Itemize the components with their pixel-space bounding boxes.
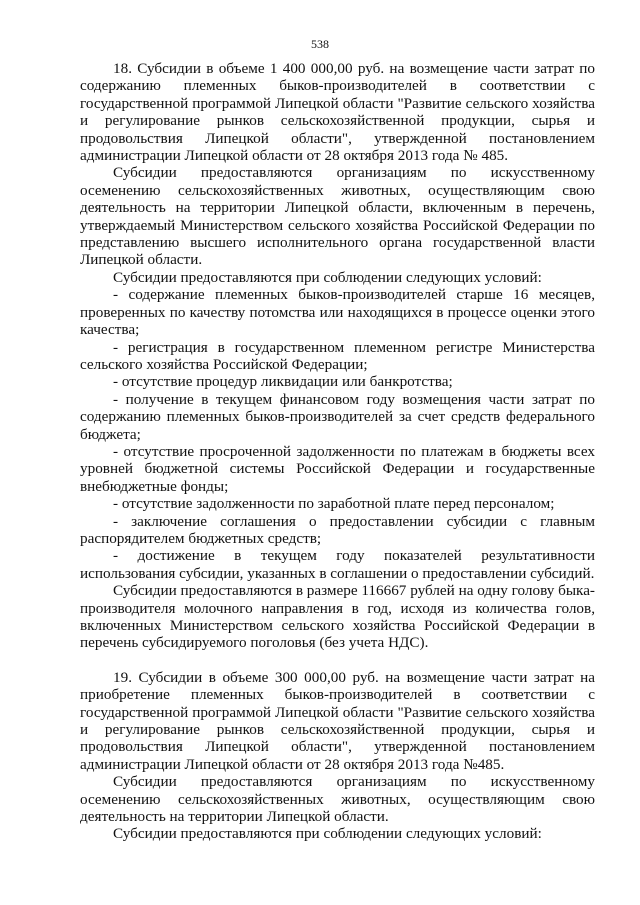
section-19-heading-paragraph: 19. Субсидии в объеме 300 000,00 руб. на возмещение части затрат на приобретение племенных быков-производителей в соответствии с государственной программой Липецкой области "Развитие сельского хозяйства и регулирование рынков сельскохозяйственной продукции, сырья и продовольствия Липецкой области", утвержденной постановлением администрации Липецкой области от 28 октября 2013 года №485. bbox=[80, 668, 595, 773]
condition-item: - содержание племенных быков-производителей старше 16 месяцев, проверенных по качеству потомства или находящихся в процессе оценки этого качества; bbox=[80, 286, 595, 339]
condition-item: - отсутствие процедур ликвидации или банкротства; bbox=[113, 373, 453, 391]
section-18-heading-paragraph: 18. Субсидии в объеме 1 400 000,00 руб. на возмещение части затрат по содержанию племенных быков-производителей в соответствии с государственной программой Липецкой области "Развитие сельского хозяйства и регулирование рынков сельскохозяйственной продукции, сырья и продовольствия Липецкой области", утвержденной постановлением администрации Липецкой области от 28 октября 2013 года № 485. bbox=[80, 60, 595, 165]
condition-item: - отсутствие просроченной задолженности по платежам в бюджеты всех уровней бюджетной системы Российской Федерации и государственные внебюджетные фонды; bbox=[80, 442, 595, 495]
section-18-conditions-intro: Субсидии предоставляются при соблюдении следующих условий: bbox=[113, 268, 542, 286]
section-19-recipients-paragraph: Субсидии предоставляются организациям по искусственному осеменению сельскохозяйственных животных, осуществляющим свою деятельность на территории Липецкой области. bbox=[80, 773, 595, 826]
condition-item: - отсутствие задолженности по заработной плате перед персоналом; bbox=[113, 495, 555, 513]
condition-item: - достижение в текущем году показателей результативности использования субсидии, указанных в соглашении о предоставлении субсидий. bbox=[80, 547, 595, 582]
section-19-conditions-intro: Субсидии предоставляются при соблюдении следующих условий: bbox=[113, 825, 542, 843]
document-body bbox=[80, 60, 595, 843]
section-spacer bbox=[80, 652, 595, 669]
page-number: 538 bbox=[311, 37, 329, 51]
section-18-rate-paragraph: Субсидии предоставляются в размере 116667 рублей на одну голову быка-производителя молочного направления в год, исходя из количества голов, включенных Министерством сельского хозяйства Российской Федерации в перечень субсидируемого поголовья (без учета НДС). bbox=[80, 582, 595, 652]
condition-item: - регистрация в государственном племенном регистре Министерства сельского хозяйства Российской Федерации; bbox=[80, 338, 595, 373]
condition-item: - заключение соглашения о предоставлении субсидии с главным распорядителем бюджетных средств; bbox=[80, 512, 595, 547]
section-18-recipients-paragraph: Субсидии предоставляются организациям по искусственному осеменению сельскохозяйственных животных, осуществляющим свою деятельность на территории Липецкой области, включенным в перечень, утверждаемый Министерством сельского хозяйства Российской Федерации по представлению высшего исполнительного органа государственной власти Липецкой области. bbox=[80, 164, 595, 269]
condition-item: - получение в текущем финансовом году возмещения части затрат по содержанию племенных быков-производителей за счет средств федерального бюджета; bbox=[80, 390, 595, 443]
